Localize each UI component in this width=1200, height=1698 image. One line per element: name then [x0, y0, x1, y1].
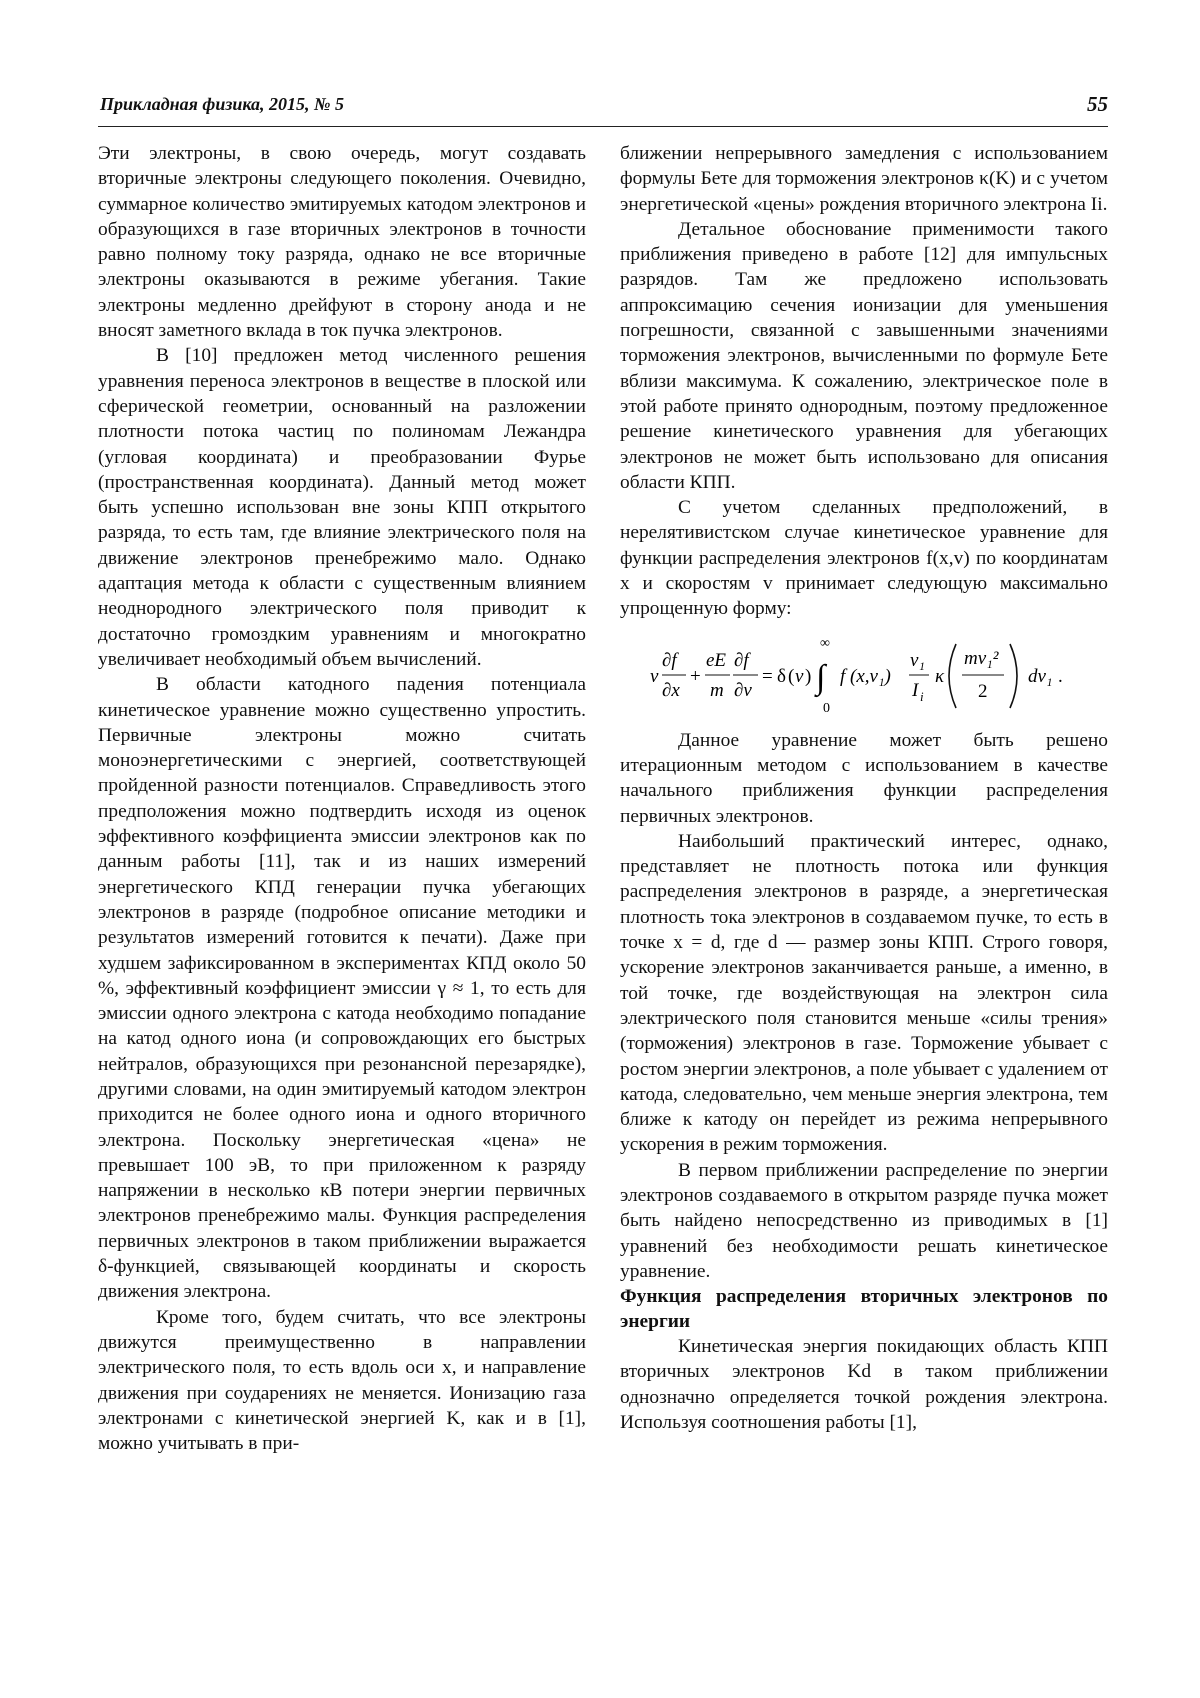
paragraph: Кинетическая энергия покидающих область КПП вторичных электронов Kd в таком приближении однозначно определяется точкой рождения электрона. Используя соотношения работы [1], — [620, 1336, 1108, 1434]
eq-v1: v₁ — [910, 649, 926, 671]
eq-delta: δ — [777, 665, 786, 687]
eq-args: (x,v₁) — [850, 665, 891, 687]
right-column — [620, 141, 1108, 1435]
page-number: 55 — [1087, 92, 1108, 116]
eq-v-arg: v — [795, 665, 804, 687]
eq-equals: = — [762, 665, 773, 687]
left-column — [98, 141, 586, 1456]
eq-dv: ∂v — [734, 679, 752, 701]
eq-dot: . — [1058, 665, 1063, 687]
paragraph: Данное уравнение может быть решено итерационным методом с использованием в качестве начального приближения функции распределения первичных электронов. — [620, 729, 1108, 827]
paragraph: В [10] предложен метод численного решения уравнения переноса электронов в веществе в плоской или сферической геометрии, основанный на разложении плотности потока частиц по полиномам Лежандра (угловая координата) и преобразовании Фурье (пространственная координата). Данный метод может быть успешно использован вне зоны КПП открытого разряда, то есть там, где влияние электрического поля на движение электронов пренебрежимо мало. Однако адаптация метода к области с существенным влиянием неоднородного электрического поля приводит к достаточно громоздким уравнениям и многократно увеличивает необходимый объем вычислений. — [98, 345, 586, 670]
eq-dx: ∂x — [662, 679, 680, 701]
eq-mv: mv₁² — [964, 647, 999, 669]
eq-m: m — [710, 679, 724, 701]
integral-sign: ∫ — [816, 658, 826, 696]
paragraph: С учетом сделанных предположений, в нерелятивистском случае кинетическое уравнение для функции распределения электронов f(x,v) по координатам x и скоростям v принимает следующую максимально упрощенную форму: — [620, 497, 1108, 620]
eq-plus: + — [690, 665, 701, 687]
eq-v: v — [650, 665, 659, 687]
paragraph: В области катодного падения потенциала кинетическое уравнение можно существенно упростить. Первичные электроны можно считать моноэнергетическими с энергией, соответствующей пройденной разности потенциалов. Справедливость этого предположения можно подтвердить исходя из оценок эффективного коэффициента эмиссии электронов как по данным работы [11], так и из наших измерений энергетического КПД генерации пучка убегающих электронов в разряде (подробное описание методики и результатов измерений готовится к печати). Даже при худшем зафиксированном в экспериментах КПД около 50 %, эффективный коэффициент эмиссии γ ≈ 1, то есть для эмиссии одного электрона с катода необходимо попадание на катод одного иона (и сопровождающих его быстрых нейтралов, образующихся при резонансной перезарядке), другими словами, на один эмитируемый катодом электрон приходится не более одного иона и одного вторичного электрона. Поскольку энергетическая «цена» не превышает 100 эВ, то при приложенном к разряду напряжении в несколько кВ потери энергии первичных электронов пренебрежимо малы. Функция распределения первичных электронов в таком приближении выражается δ-функцией, связывающей координаты и скорость движения электрона. — [98, 674, 586, 1303]
section-heading: Функция распределения вторичных электронов по энергии — [620, 1286, 1108, 1333]
eq-two: 2 — [978, 680, 988, 702]
eq-f: f — [840, 665, 846, 687]
paragraph: Кроме того, будем считать, что все электроны движутся преимущественно в направлении электрического поля, то есть вдоль оси x, и направление движения при соударениях не меняется. Ионизацию газа электронами с кинетической энергией K, как и в [1], можно учитывать в при- — [98, 1306, 586, 1455]
paragraph: Эти электроны, в свою очередь, могут создавать вторичные электроны следующего поколения. Очевидно, суммарное количество эмитируемых катодом электронов и образующихся в газе вторичных электронов в точности равно полному току разряда, однако не все вторичные электроны оказываются в режиме убегания. Такие электроны медленно дрейфуют в сторону анода и не вносят заметного вклада в ток пучка электронов. — [98, 143, 586, 342]
eq-lower-limit: 0 — [823, 700, 830, 714]
page-header — [98, 92, 1108, 127]
eq-df2: ∂f — [734, 649, 749, 671]
paragraph: В первом приближении распределение по энергии электронов создаваемого в открытом разряде пучка может быть найдено непосредственно из приводимых в [1] уравнений без необходимости решать кинетическое уравнение. — [620, 1159, 1108, 1282]
paragraph: Детальное обоснование применимости такого приближения приведено в работе [12] для импульсных разрядов. Там же предложено использовать аппроксимацию сечения ионизации для уменьшения погрешности, связанной с завышенными значениями торможения электронов, вычисленными по формуле Бете вблизи максимума. К сожалению, электрическое поле в этой работе принято однородным, поэтому предложенное решение кинетического уравнения для убегающих электронов не может быть использовано для описания области КПП. — [620, 218, 1108, 493]
eq-lparen: ( — [788, 665, 795, 687]
journal-citation: Прикладная физика, 2015, № 5 — [100, 94, 345, 114]
eq-kappa: κ — [935, 665, 945, 687]
eq-eE: eE — [706, 649, 727, 671]
big-right-paren — [1010, 644, 1017, 708]
eq-dv1: dv₁ — [1028, 665, 1053, 687]
paragraph: ближении непрерывного замедления с использованием формулы Бете для торможения электронов κ(K) и с учетом энергетической «цены» рождения вторичного электрона Ii. — [620, 143, 1108, 215]
kinetic-equation — [620, 630, 1108, 714]
eq-df: ∂f — [662, 649, 677, 671]
eq-upper-limit: ∞ — [820, 635, 830, 651]
big-left-paren — [949, 644, 956, 708]
paragraph: Наибольший практический интерес, однако, представляет не плотность потока или функция распределения электронов в разряде, а энергетическая плотность тока электронов в создаваемом пучке, то есть в точке x = d, где d — размер зоны КПП. Строго говоря, ускорение электронов заканчивается раньше, а именно, в той точке, где воздействующая на электрон сила электрического поля становится меньше «силы трения» (торможения) электронов в газе. Торможение убывает с ростом энергии электронов, а поле убывает с удалением от катода, следовательно, чем меньше энергия электрона, тем ближе к катоду он перейдет из режима непрерывного ускорения в режим торможения. — [620, 830, 1108, 1156]
eq-i-subscript: i — [920, 688, 924, 704]
eq-Ii: I — [912, 679, 919, 701]
eq-rparen: ) — [805, 665, 812, 687]
